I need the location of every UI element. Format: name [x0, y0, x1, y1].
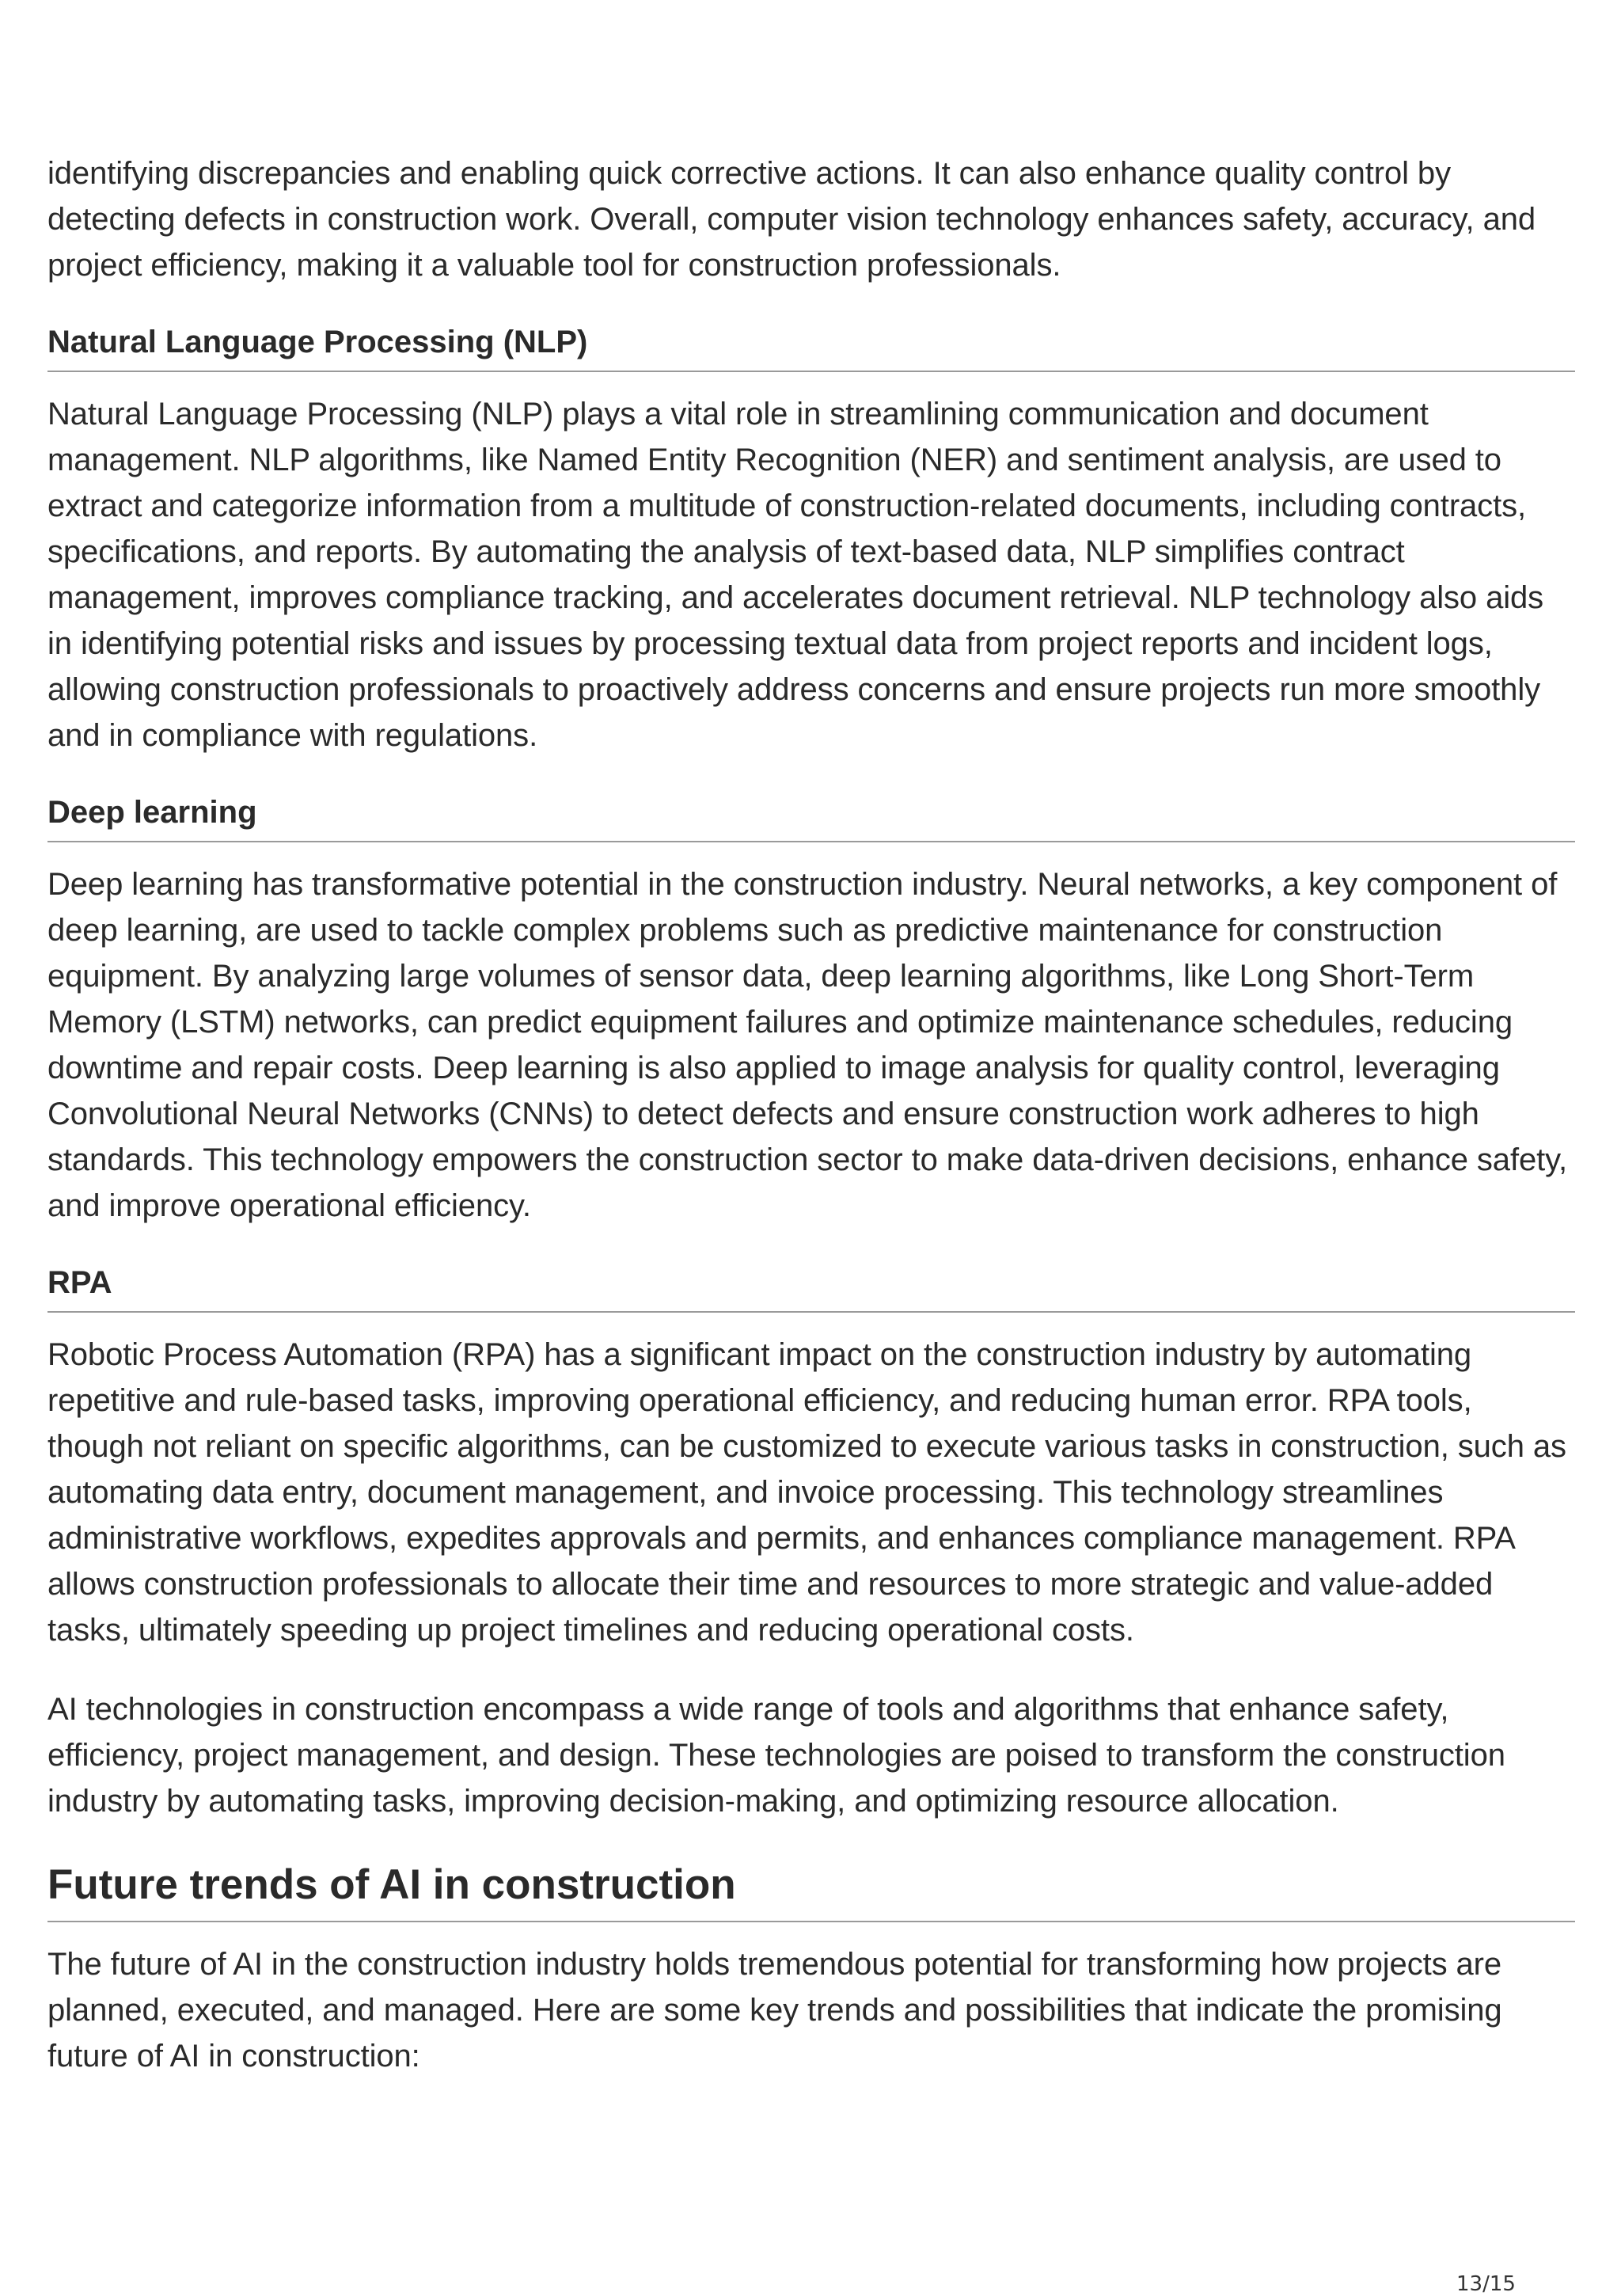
- heading-future-trends: Future trends of AI in construction: [47, 1857, 1575, 1922]
- paragraph-ai-technologies-summary: AI technologies in construction encompass a wide range of tools and algorithms that enhance safety, efficiency, project management, and design. These technologies are poised to transform the construction industry by automating tasks, improving decision-making, and optimizing resource allocation.: [47, 1692, 1505, 1819]
- paragraph-future-trends-intro: The future of AI in the construction industry holds tremendous potential for transforming how projects are planned, executed, and managed. Here are some key trends and possibilities that indicate the promising future of AI in construction:: [47, 1947, 1502, 2074]
- document-page: [47, 150, 1575, 2112]
- paragraph-deep-learning: Deep learning has transformative potential in the construction industry. Neural networks, a key component of deep learning, are used to tackle complex problems such as predictive maintenance for construction equipment. By analyzing large volumes of sensor data, deep learning algorithms, like Long Short-Term Memory (LSTM) networks, can predict equipment failures and optimize maintenance schedules, reducing downtime and repair costs. Deep learning is also applied to image analysis for quality control, leveraging Convolutional Neural Networks (CNNs) to detect defects and ensure construction work adheres to high standards. This technology empowers the construction sector to make data-driven decisions, enhance safety, and improve operational efficiency.: [47, 867, 1568, 1223]
- heading-deep-learning: Deep learning: [47, 792, 1575, 842]
- heading-rpa: RPA: [47, 1262, 1575, 1313]
- paragraph-rpa: Robotic Process Automation (RPA) has a significant impact on the construction industry by automating repetitive and rule-based tasks, improving operational efficiency, and reducing human error. RPA tools, though not reliant on specific algorithms, can be customized to execute various tasks in construction, such as automating data entry, document management, and invoice processing. This technology streamlines administrative workflows, expedites approvals and permits, and enhances compliance management. RPA allows construction professionals to allocate their time and resources to more strategic and value-added tasks, ultimately speeding up project timelines and reducing operational costs.: [47, 1337, 1566, 1648]
- heading-nlp: Natural Language Processing (NLP): [47, 321, 1575, 372]
- paragraph-nlp: Natural Language Processing (NLP) plays a vital role in streamlining communication and document management. NLP algorithms, like Named Entity Recognition (NER) and sentiment analysis, are used to extract and categorize information from a multitude of construction-related documents, including contracts, specifications, and reports. By automating the analysis of text-based data, NLP simplifies contract management, improves compliance tracking, and accelerates document retrieval. NLP technology also aids in identifying potential risks and issues by processing textual data from project reports and incident logs, allowing construction professionals to proactively address concerns and ensure projects run more smoothly and in compliance with regulations.: [47, 397, 1544, 753]
- paragraph-computer-vision-continued: identifying discrepancies and enabling quick corrective actions. It can also enhance quality control by detecting defects in construction work. Overall, computer vision technology enhances safety, accuracy, and project efficiency, making it a valuable tool for construction professionals.: [47, 156, 1536, 283]
- page-number: 13/15: [1456, 2272, 1516, 2296]
